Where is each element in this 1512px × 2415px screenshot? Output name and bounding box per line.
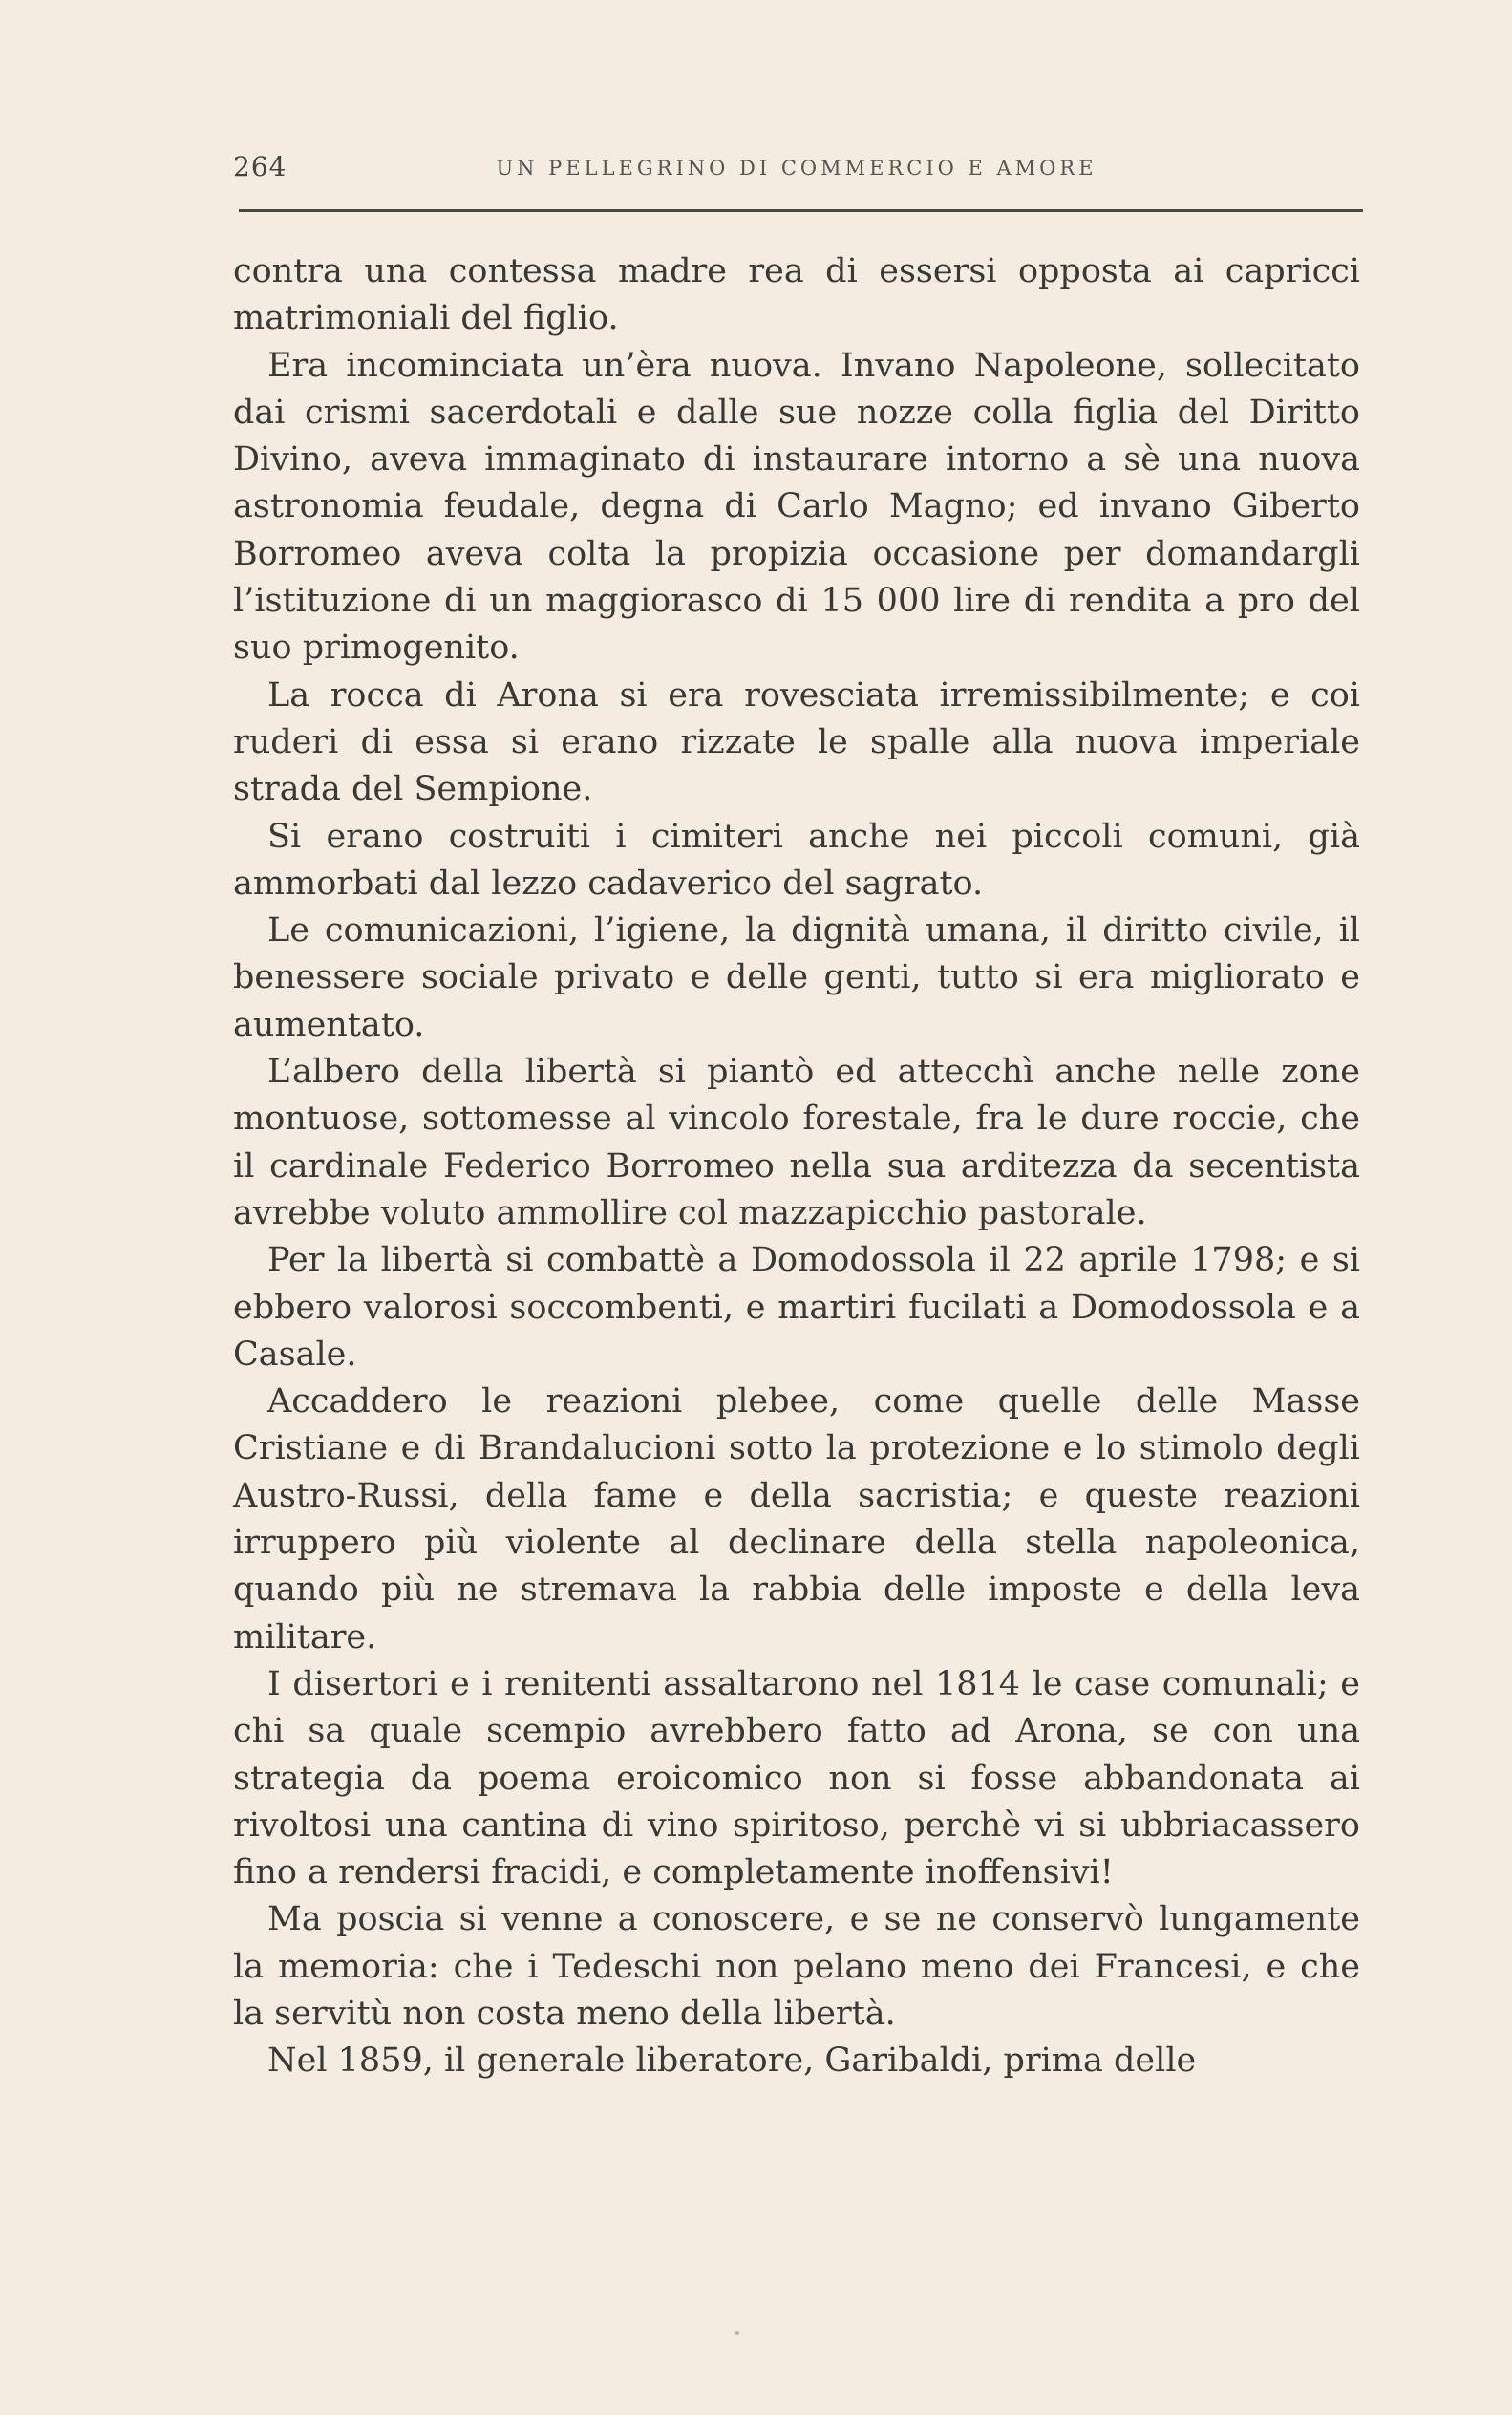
paragraph-reazioni: Accaddero le reazioni plebee, come quelle delle Masse Cristiane e di Brandalucioni sotto la protezione e lo stimolo degli Austro-Russi, della fame e della sacristia; e queste reazioni irruppero più violente al declinare della stella napoleonica, quando più ne stremava la rabbia delle imposte e della leva militare. — [233, 1382, 1360, 1656]
page-header — [233, 151, 1360, 189]
page-number: 264 — [233, 151, 287, 182]
paragraph-rocca-di-arona: La rocca di Arona si era rovesciata irremissibilmente; e coi ruderi di essa si erano rizzate le spalle alla nuova imperiale strada del Sempione. — [233, 675, 1360, 809]
paragraph-domodossola: Per la libertà si combattè a Domodossola il 22 aprile 1798; e si ebbero valorosi soccombenti, e martiri fucilati a Domodossola e a Casale. — [233, 1241, 1360, 1374]
paragraph-comunicazioni: Le comunicazioni, l’igiene, la dignità umana, il diritto civile, il benessere sociale privato e delle genti, tutto si era migliorato e aumentato. — [233, 911, 1360, 1044]
paragraph-albero-della-liberta: L’albero della libertà si piantò ed attecchì anche nelle zone montuose, sottomesse al vincolo forestale, fra le dure roccie, che il cardinale Federico Borromeo nella sua arditezza da secentista avrebbe voluto ammollire col mazzapicchio pastorale. — [233, 1053, 1360, 1232]
running-title: UN PELLEGRINO DI COMMERCIO E AMORE — [496, 157, 1097, 180]
paragraph-napoleone: Era incominciata un’èra nuova. Invano Napoleone, sollecitato dai crismi sacerdotali e dalle sue nozze colla figlia del Diritto Divino, aveva immaginato di instaurare intorno a sè una nuova astronomia feudale, degna di Carlo Magno; ed invano Giberto Borromeo aveva colta la propizia occasione per domandargli l’istituzione di un maggiorasco di 15 000 lire di rendita a pro del suo primogenito. — [233, 346, 1360, 668]
body-text — [233, 248, 1360, 2085]
paragraph-garibaldi: Nel 1859, il generale liberatore, Garibaldi, prima delle — [267, 2041, 1197, 2081]
paper-speck — [735, 2331, 739, 2335]
header-rule — [239, 209, 1363, 212]
paragraph-continuation: contra una contessa madre rea di essersi opposta ai capricci matrimoniali del figlio. — [233, 252, 1360, 338]
paragraph-cimiteri: Si erano costruiti i cimiteri anche nei piccoli comuni, già ammorbati dal lezzo cadaverico del sagrato. — [233, 817, 1360, 903]
paragraph-memoria: Ma poscia si venne a conoscere, e se ne conservò lungamente la memoria: che i Tedeschi non pelano meno dei Francesi, e che la servitù non costa meno della libertà. — [233, 1900, 1360, 2033]
paragraph-disertori: I disertori e i renitenti assaltarono nel 1814 le case comunali; e chi sa quale scempio avrebbero fatto ad Arona, se con una strategia da poema eroicomico non si fosse abbandonata ai rivoltosi una cantina di vino spiritoso, perchè vi si ubbriacassero fino a rendersi fracidi, e completamente inoffensivi! — [233, 1664, 1360, 1892]
